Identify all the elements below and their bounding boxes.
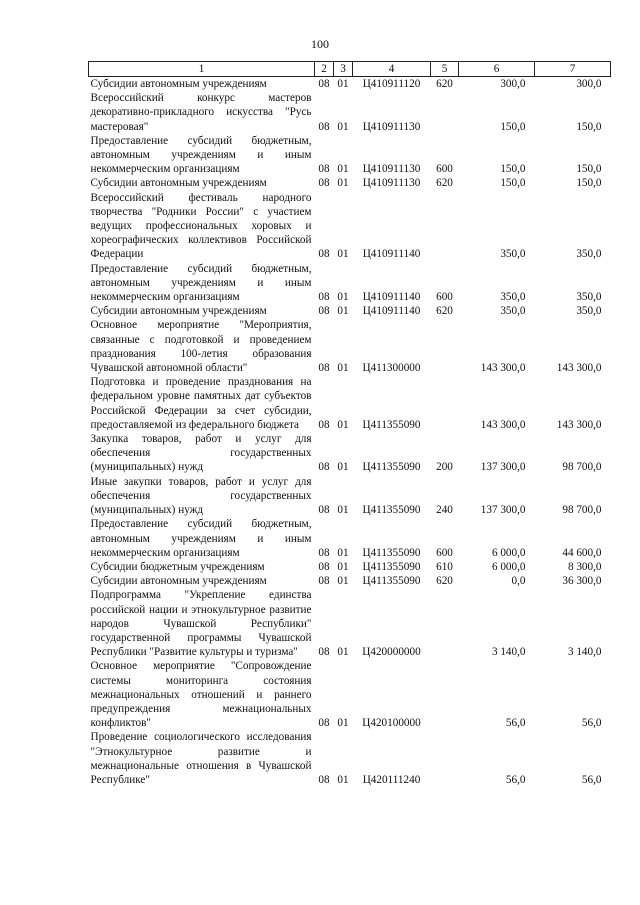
target-article-code: Ц420111240 [362,773,421,786]
section-code: 08 [318,305,330,318]
amount-year-2: 36 300,0 [562,575,602,588]
target-article-code: Ц411355090 [362,418,421,431]
amount-year-1: 150,0 [500,177,526,190]
amount-year-1: 350,0 [500,291,526,304]
subsection-code: 01 [337,248,349,261]
row-name: Всероссийский конкурс мастеров декоративно-прикладного искусства "Русь мастеровая" [90,92,312,133]
subsection-code: 01 [337,120,349,133]
expense-type-code: 610 [436,560,453,573]
expense-type-code [431,659,459,730]
amount-year-1: 56,0 [505,717,526,730]
column-header: 4 [353,62,431,77]
expense-type-code [431,91,459,134]
expense-type-code: 620 [436,575,453,588]
table-row [89,176,611,190]
target-article-code: Ц410911130 [362,177,421,190]
row-name: Подпрограмма "Укрепление единства российской нации и этнокультурное развитие народов Чувашской Республики" государственной программы Чувашской Республики "Развитие культуры и туризма" [90,589,312,659]
row-name: Субсидии автономным учреждениям [90,575,267,588]
subsection-code: 01 [337,362,349,375]
amount-year-2: 44 600,0 [562,546,602,559]
amount-year-2: 56,0 [581,773,602,786]
table-row [89,262,611,305]
target-article-code: Ц411355090 [362,560,421,573]
column-header: 3 [334,62,353,77]
section-code: 08 [318,646,330,659]
target-article-code: Ц411355090 [362,504,421,517]
amount-year-2: 98 700,0 [562,461,602,474]
expense-type-code: 200 [436,461,453,474]
subsection-code: 01 [337,418,349,431]
target-article-code: Ц410911120 [362,78,421,90]
expense-type-code [431,375,459,432]
expense-type-code: 240 [436,504,453,517]
section-code: 08 [318,418,330,431]
amount-year-1: 350,0 [500,248,526,261]
row-name: Всероссийский фестиваль народного творчества "Родники России" с участием ведущих профессиональных хоровых и хореографических коллективов Российской Федерации [90,191,312,261]
section-code: 08 [318,163,330,176]
amount-year-2: 150,0 [576,177,602,190]
amount-year-2: 300,0 [576,78,602,90]
amount-year-1: 350,0 [500,305,526,318]
subsection-code: 01 [337,717,349,730]
amount-year-2: 3 140,0 [567,646,602,659]
page-number: 100 [311,37,329,51]
section-code: 08 [318,120,330,133]
target-article-code: Ц411355090 [362,546,421,559]
budget-table [88,61,611,787]
expense-type-code: 620 [436,78,453,90]
target-article-code: Ц410911130 [362,163,421,176]
section-code: 08 [318,461,330,474]
amount-year-2: 150,0 [576,163,602,176]
section-code: 08 [318,362,330,375]
table-row [89,659,611,730]
expense-type-code: 600 [436,291,453,304]
section-code: 08 [318,575,330,588]
row-name: Предоставление субсидий бюджетным, автономным учреждениям и иным некоммерческим организациям [90,518,312,559]
row-name: Субсидии автономным учреждениям [90,78,267,90]
row-name: Основное мероприятие "Мероприятия, связанные с подготовкой и проведением празднования 100-летия образования Чувашской автономной области" [90,319,312,375]
section-code: 08 [318,546,330,559]
table-row [89,517,611,560]
amount-year-2: 143 300,0 [556,362,602,375]
amount-year-2: 350,0 [576,291,602,304]
row-name: Субсидии автономным учреждениям [90,177,267,190]
expense-type-code [431,730,459,787]
target-article-code: Ц410911130 [362,120,421,133]
subsection-code: 01 [337,504,349,517]
subsection-code: 01 [337,773,349,786]
amount-year-2: 56,0 [581,717,602,730]
target-article-code: Ц411300000 [362,362,421,375]
amount-year-2: 350,0 [576,248,602,261]
expense-type-code [431,191,459,262]
amount-year-2: 98 700,0 [562,504,602,517]
subsection-code: 01 [337,177,349,190]
expense-type-code: 600 [436,546,453,559]
row-name: Основное мероприятие "Сопровождение системы мониторинга состояния межнациональных отношений и раннего предупреждения межнациональных конфликтов" [90,660,312,730]
section-code: 08 [318,291,330,304]
amount-year-2: 143 300,0 [556,418,602,431]
subsection-code: 01 [337,461,349,474]
row-name: Предоставление субсидий бюджетным, автономным учреждениям и иным некоммерческим организациям [90,134,312,176]
amount-year-1: 143 300,0 [480,418,526,431]
table-row [89,588,611,659]
target-article-code: Ц410911140 [362,248,421,261]
subsection-code: 01 [337,646,349,659]
amount-year-2: 150,0 [576,120,602,133]
target-article-code: Ц420100000 [362,717,421,730]
row-name: Подготовка и проведение празднования на федеральном уровне памятных дат субъектов Российской Федерации за счет субсидии, предоставляемой из федерального бюджета [90,376,312,431]
amount-year-1: 300,0 [500,78,526,90]
target-article-code: Ц420000000 [362,646,421,659]
subsection-code: 01 [337,546,349,559]
target-article-code: Ц411355090 [362,461,421,474]
subsection-code: 01 [337,305,349,318]
table-body [89,77,611,788]
amount-year-1: 56,0 [505,773,526,786]
table-row [89,574,611,588]
expense-type-code [431,588,459,659]
section-code: 08 [318,717,330,730]
column-header: 7 [535,62,611,77]
table-row [89,191,611,262]
amount-year-1: 6 000,0 [491,546,526,559]
table-row [89,730,611,787]
amount-year-1: 137 300,0 [480,461,526,474]
row-name: Субсидии бюджетным учреждениям [90,560,265,573]
table-header-row [89,62,611,77]
amount-year-1: 150,0 [500,120,526,133]
section-code: 08 [318,504,330,517]
amount-year-1: 3 140,0 [491,646,526,659]
amount-year-1: 143 300,0 [480,362,526,375]
amount-year-2: 350,0 [576,305,602,318]
column-header: 2 [315,62,334,77]
table-row [89,375,611,432]
row-name: Предоставление субсидий бюджетным, автономным учреждениям и иным некоммерческим организациям [90,262,312,304]
row-name: Закупка товаров, работ и услуг для обеспечения государственных (муниципальных) нужд [90,433,312,474]
row-name: Проведение социологического исследования "Этнокультурное развитие и межнациональные отношения в Чувашской Республике" [90,731,312,786]
column-header: 1 [89,62,315,77]
section-code: 08 [318,773,330,786]
subsection-code: 01 [337,575,349,588]
amount-year-1: 137 300,0 [480,504,526,517]
amount-year-1: 0,0 [511,575,526,588]
table-row [89,91,611,134]
table-row [89,134,611,177]
column-header: 5 [431,62,459,77]
table-row [89,432,611,475]
subsection-code: 01 [337,560,349,573]
target-article-code: Ц410911140 [362,291,421,304]
table-row [89,475,611,518]
expense-type-code: 600 [436,163,453,176]
amount-year-1: 150,0 [500,163,526,176]
subsection-code: 01 [337,163,349,176]
table-row [89,560,611,574]
target-article-code: Ц410911140 [362,305,421,318]
table-row [89,77,611,92]
expense-type-code: 620 [436,305,453,318]
row-name: Субсидии автономным учреждениям [90,305,267,318]
table-row [89,318,611,375]
subsection-code: 01 [337,78,349,90]
column-header: 6 [459,62,535,77]
table-row [89,304,611,318]
subsection-code: 01 [337,291,349,304]
section-code: 08 [318,560,330,573]
row-name: Иные закупки товаров, работ и услуг для обеспечения государственных (муниципальных) нужд [90,475,312,517]
target-article-code: Ц411355090 [362,575,421,588]
section-code: 08 [318,248,330,261]
section-code: 08 [318,78,330,90]
expense-type-code [431,318,459,375]
section-code: 08 [318,177,330,190]
amount-year-1: 6 000,0 [491,560,526,573]
expense-type-code: 620 [436,177,453,190]
amount-year-2: 8 300,0 [567,560,602,573]
